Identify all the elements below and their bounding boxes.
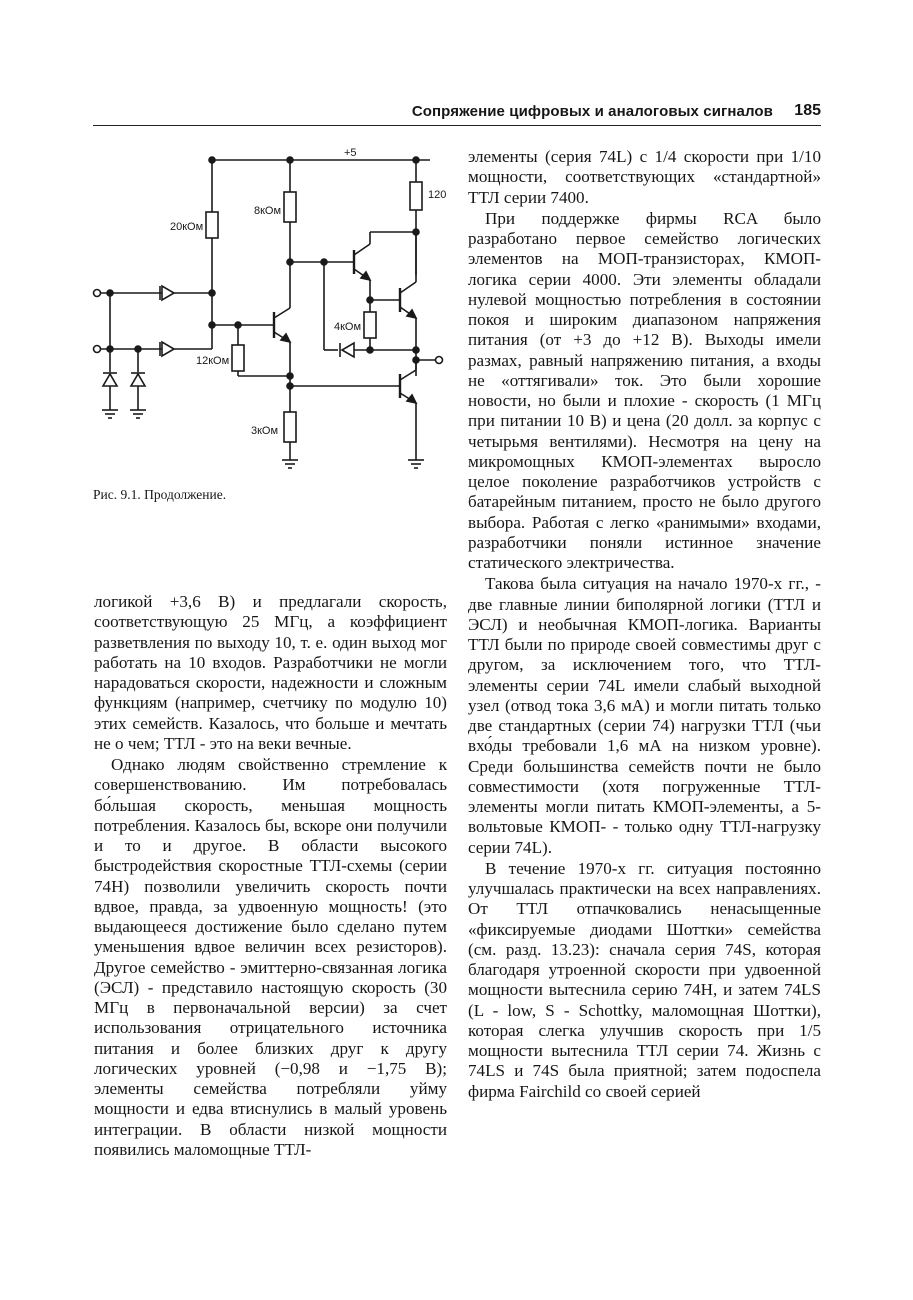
node-dot [413,347,419,353]
input-b-terminal [94,346,101,353]
figure-caption: Рис. 9.1. Продолжение. [93,487,227,502]
clamp-diode-b [131,374,145,386]
emitter-arrow [407,310,416,318]
resistor-4k [364,312,376,338]
paragraph: При поддержке фирмы RCA было разработано первое семейство логических элементов на МОП-транзисторах, КМОП-логика серии 4000. Эти элементы обладали нулевой мощностью потребления в состоянии покоя и широким диапазоном напряжения питания (от +3 до +12 В). Выходы имели размах, равный напряжению питания, а входы не «оттягивали» ток. Это были хорошие новости, но были и плохие - скорость (1 МГц при питании 10 В) и цена (20 долл. за корпус с четырьмя вентилями). Несмотря на цену на микромощных КМОП-элементах выросло целое поколение разработчиков устройств с батарейным питанием, просто не было другого выбора. Работая с легко «ранимыми» входами, разработчики поняли истинное значение статического электричества. [468,208,821,572]
diode-input-b [162,342,174,356]
output-terminal [436,357,443,364]
running-head [93,103,821,126]
paragraph: Такова была ситуация на начало 1970-х гг., - две главные линии биполярной логики (ТТЛ и ЭСЛ) и необычная КМОП-логика. Варианты ТТЛ были по природе своей совместимы друг с другом, за исключением того, что ТТЛ-элементы серии 74L имели слабый выходной узел (отвод тока 3,6 мА) и могли питать только две стандартных (серии 74) нагрузки ТТЛ (чьи вхо́ды требовали 1,6 мА на низком уровне). Среди большинства семейств почти не было совместимости (хотя погруженные ТТЛ-элементы могли питать КМОП-элементы, а 5-вольтовые КМОП- - только одну ТТЛ-нагрузку серии 74L). [468,574,821,857]
diode-feedback [342,343,354,357]
resistor-12k [232,345,244,371]
paragraph: В течение 1970-х гг. ситуация постоянно улучшалась практически на всех направлениях. От ТТЛ отпачковались ненасыщенные «фиксируемые диодами Шоттки» семейства (см. разд. 13.23): сначала серия 74S, которая благодаря утроенной скорости при удвоенной мощности вытеснила серию 74Н, и затем 74LS (L - low, S - Schottky, маломощная Шоттки), которая слегка улучшив скорость при 1/5 мощности вытеснила ТТЛ серии 74. Жизнь с 74LS и 74S была приятной; затем подоспела фирма Fairchild со своей серией [468,858,821,1101]
clamp-diode-a [103,374,117,386]
ttl-circuit-diagram [88,140,448,480]
resistor-3k [284,412,296,442]
emitter-arrow [281,334,290,342]
paragraph: элементы (серия 74L) с 1/4 скорости при 1/10 мощности, соответствующих «стандартной» ТТЛ серии 7400. [468,147,821,207]
label-20k: 20кОм [170,221,204,233]
node-dot [287,373,293,379]
resistor-20k [206,212,218,238]
diode-input-a [162,286,174,300]
input-a-terminal [94,290,101,297]
label-12k: 12кОм [196,355,230,367]
resistor-8k [284,192,296,222]
label-supply: +5 [344,147,357,159]
paragraph: Однако людям свойственно стремление к совершенствованию. Им потребовалась бо́льшая скорость, меньшая мощность потребления. Казалось бы, вскоре они получили и то и другое. В области высокого быстродействия скоростные ТТЛ-схемы (серии 74Н) позволили увеличить скорость почти вдвое, правда, за удвоенную мощность! (это выдающееся достижение было сделано путем уменьшения вдвое величин всех резисторов). Другое семейство - эмиттерно-связанная логика (ЭСЛ) - представило настоящую скорость (30 МГц в первоначальной версии) за счет использования отрицательного источника питания и более близких друг к другу логических уровней (−0,98 и −1,75 В); элементы семейства потребляли уйму мощности и едва втиснулись в малый уровень интеграции. В области низкой мощности появились маломощные ТТЛ- [94,755,447,1159]
transistor-collector [400,282,416,293]
right-column [468,147,821,1102]
circuit-figure [88,140,448,480]
transistor-collector [400,370,416,380]
emitter-arrow [361,272,370,280]
node-dot [321,259,327,265]
label-3k: 3кОм [251,425,279,437]
node-dot [367,347,373,353]
emitter-arrow [407,395,416,403]
label-4k: 4кОм [334,321,362,333]
running-head-title: Сопряжение цифровых и аналоговых сигналов [411,103,773,120]
paragraph: логикой +3,6 В) и предлагали скорость, соответствующую 25 МГц, а коэффициент разветвления по выходу 10, т. е. один выход мог работать на 10 входов. Разработчики не могли нарадоваться скорости, надежности и сложным функциям (например, счетчику по модулю 10) этих семейств. Казалось, что больше и мечтать не о чем; ТТЛ - это на веки вечные. [94,592,447,753]
resistor-120 [410,182,422,210]
label-120: 120 [428,189,447,201]
page-number: 185 [794,102,821,119]
label-8k: 8кОм [254,205,282,217]
transistor-collector [274,308,290,318]
transistor-collector [354,244,370,255]
left-column [94,592,447,1160]
